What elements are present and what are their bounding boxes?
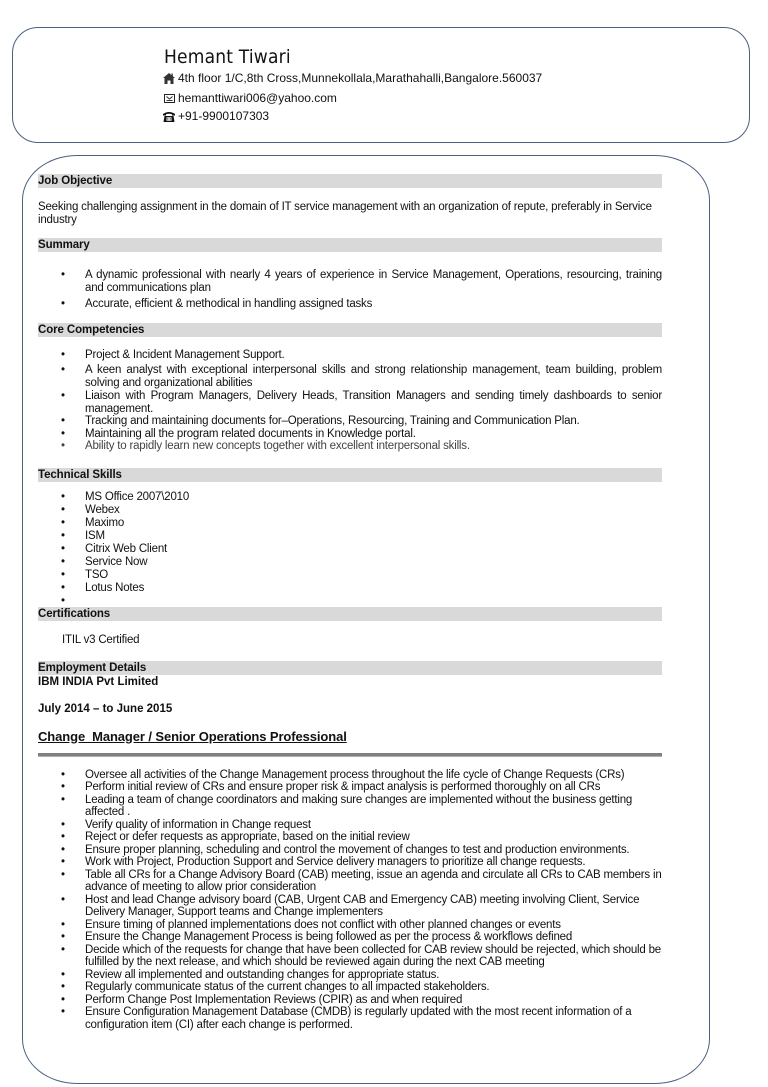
address-text: 4th floor 1/C,8th Cross,Munnekollala,Marathahalli,Bangalore.560037	[178, 71, 543, 85]
list-item: • Lotus Notes	[38, 582, 662, 595]
list-item: • Ensure proper planning, scheduling and control the movement of changes to test and production environments.	[38, 844, 662, 857]
home-icon	[163, 72, 175, 84]
job-objective-text: Seeking challenging assignment in the domain of IT service management with an organization of repute, preferably in Service industry	[38, 201, 652, 226]
list-item: • Perform Change Post Implementation Reviews (CPIR) as and when required	[38, 994, 662, 1007]
email-line	[163, 91, 337, 105]
list-item: • Webex	[38, 504, 662, 517]
list-item: • ISM	[38, 530, 662, 543]
section-title-summary: Summary	[38, 238, 662, 252]
section-title-core-competencies: Core Competencies	[38, 323, 662, 337]
list-item: • Maximo	[38, 517, 662, 530]
phone-line	[163, 109, 269, 123]
list-item: • TSO	[38, 569, 662, 582]
candidate-name: Hemant Tiwari	[164, 46, 291, 68]
responsibilities-list	[38, 769, 662, 1032]
list-item: • Tracking and maintaining documents for–Operations, Resourcing, Training and Communication Plan.	[38, 415, 662, 428]
section-title-technical-skills: Technical Skills	[38, 468, 662, 482]
core-competencies-list	[38, 349, 662, 453]
list-item: • MS Office 2007\2010	[38, 491, 662, 504]
resume-content	[38, 174, 662, 1031]
company-name: IBM INDIA Pvt Limited	[38, 675, 159, 688]
list-item: • Verify quality of information in Change request	[38, 819, 662, 832]
list-item: • A dynamic professional with nearly 4 years of experience in Service Management, Operations, resourcing, training and communications plan	[38, 269, 662, 294]
list-item: • Host and lead Change advisory board (CAB, Urgent CAB and Emergency CAB) meeting involving Client, Service Delivery Manager, Support teams and Change implementers	[38, 894, 662, 919]
list-item: • Perform initial review of CRs and ensure proper risk & impact analysis is performed thoroughly on all CRs	[38, 781, 662, 794]
list-item: • A keen analyst with exceptional interpersonal skills and strong relationship management, team building, problem solving and organizational abilities	[38, 364, 662, 389]
role-title: Change Manager / Senior Operations Professional	[38, 728, 347, 744]
list-item: • Work with Project, Production Support and Service delivery managers to prioritize all change requests.	[38, 856, 662, 869]
list-item: • Liaison with Program Managers, Delivery Heads, Transition Managers and sending timely dashboards to senior management.	[38, 390, 662, 415]
list-item: • Maintaining all the program related documents in Knowledge portal.	[38, 428, 662, 441]
list-item: • Table all CRs for a Change Advisory Board (CAB) meeting, issue an agenda and circulate all CRs to CAB members in advance of meeting to allow prior consideration	[38, 869, 662, 894]
telephone-icon	[163, 110, 175, 122]
section-title-certifications: Certifications	[38, 607, 662, 621]
list-item: • Ensure Configuration Management Database (CMDB) is regularly updated with the most recent information of a configuration item (CI) after each change is performed.	[38, 1006, 662, 1031]
list-item-empty	[38, 595, 662, 607]
list-item: • Decide which of the requests for change that have been collected for CAB review should be rejected, which should be fulfilled by the next release, and which should be reviewed again during the next CAB meeting	[38, 944, 662, 969]
section-title-job-objective: Job Objective	[38, 174, 662, 188]
list-item: • Project & Incident Management Support.	[38, 349, 662, 362]
list-item: • Review all implemented and outstanding changes for appropriate status.	[38, 969, 662, 982]
phone-text: +91-9900107303	[178, 109, 270, 123]
list-item: • Ability to rapidly learn new concepts together with excellent interpersonal skills.	[38, 440, 662, 453]
list-item: • Accurate, efficient & methodical in handling assigned tasks	[38, 298, 662, 311]
address-line	[163, 71, 542, 85]
employment-period: July 2014 – to June 2015	[38, 702, 173, 715]
technical-skills-list	[38, 491, 662, 607]
header-box	[12, 27, 750, 143]
list-item: • Ensure timing of planned implementations does not conflict with other planned changes or events	[38, 919, 662, 932]
list-item: • Regularly communicate status of the current changes to all impacted stakeholders.	[38, 981, 662, 994]
list-item: • Citrix Web Client	[38, 543, 662, 556]
list-item: • Service Now	[38, 556, 662, 569]
list-item: • Oversee all activities of the Change Management process throughout the life cycle of Change Requests (CRs)	[38, 769, 662, 782]
list-item: • Ensure the Change Management Process is being followed as per the process & workflows defined	[38, 931, 662, 944]
certification-text: ITIL v3 Certified	[62, 633, 140, 646]
section-title-employment: Employment Details	[38, 661, 662, 675]
email-text[interactable]: hemanttiwari006@yahoo.com	[178, 91, 337, 105]
divider	[38, 753, 662, 757]
envelope-icon	[163, 92, 175, 104]
list-item: • Leading a team of change coordinators and making sure changes are implemented without the business getting affected .	[38, 794, 662, 819]
list-item: • Reject or defer requests as appropriate, based on the initial review	[38, 831, 662, 844]
summary-list	[38, 269, 662, 311]
